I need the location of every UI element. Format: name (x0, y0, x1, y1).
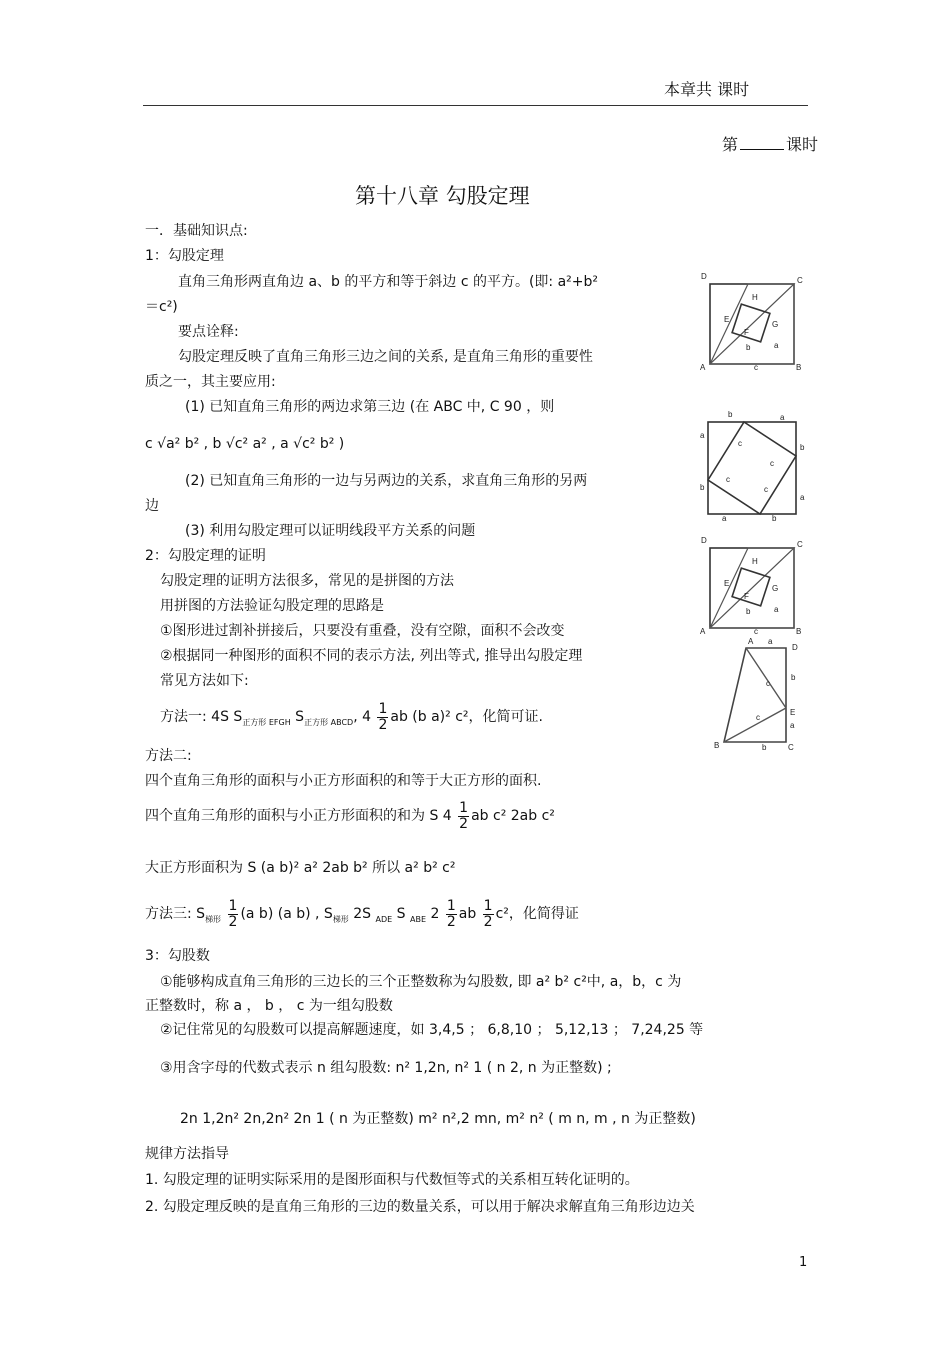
figure-2-outer-square (708, 422, 796, 514)
figure-3-label: F (744, 592, 749, 601)
lesson-line (722, 132, 818, 155)
figure-2-inner-square (708, 422, 796, 514)
guide-item-2: 2. 勾股定理反映的是直角三角形的三边的数量关系，可以用于解决求解直角三角形边边关 (145, 1199, 695, 1215)
method-3-mid3: S (392, 906, 410, 922)
figure-4-line-ae (746, 648, 786, 708)
proof-line-1: 勾股定理的证明方法很多，常见的是拼图的方法 (160, 573, 454, 589)
application-1: (1) 已知直角三角形的两边求第三边 (在 ABC 中, C 90 ，则 (185, 399, 555, 415)
fraction-half: $\frac{1}{2}$ (378, 700, 388, 733)
section-pythagorean-triples: 3：勾股数 (145, 948, 210, 964)
proof-line-4: ②根据同一种图形的面积不同的表示方法, 列出等式, 推导出勾股定理 (160, 648, 583, 664)
figure-1-square-diagram (698, 270, 806, 374)
figure-2-label: b (772, 514, 777, 523)
triples-line-4: 2n 1,2n² 2n,2n² 2n 1 ( n 为正整数) m² n²,2 mn, m² n² ( m n, m , n 为正整数) (180, 1111, 696, 1127)
figure-1-label: A (700, 363, 706, 372)
lesson-prefix: 第 (722, 135, 739, 154)
triples-line-1a: ①能够构成直角三角形的三边长的三个正整数称为勾股数, 即 a² b² c²中, a，b，c 为 (160, 974, 682, 990)
figure-4-label: E (790, 708, 796, 717)
figure-1-label: B (796, 363, 802, 372)
figure-3-label: b (746, 607, 751, 616)
para-relation-a: 勾股定理反映了直角三角形三边之间的关系, 是直角三角形的重要性 (178, 349, 593, 365)
figure-2-label: a (700, 431, 705, 440)
method-3 (145, 895, 579, 939)
figure-3-square-diagram (698, 534, 806, 638)
method-3-sub1: 梯形 (205, 914, 222, 924)
method-1 (160, 698, 543, 742)
figure-3-label: E (724, 579, 730, 588)
figure-4-label: b (762, 743, 767, 752)
application-1-formula: c √a² b² , b √c² a² , a √c² b² ) (145, 436, 345, 452)
lesson-blank (740, 135, 784, 150)
proof-line-5: 常见方法如下: (160, 673, 249, 689)
figure-2-label: b (800, 443, 805, 452)
figure-2-label: a (800, 493, 805, 502)
proof-line-3: ①图形进过割补拼接后，只要没有重叠，没有空隙，面积不会改变 (160, 623, 565, 639)
figure-4-label: C (788, 743, 794, 752)
figure-3-label: a (774, 605, 779, 614)
figure-2-label: c (770, 459, 774, 468)
method-2-area: 大正方形面积为 S (a b)² a² 2ab b² 所以 a² b² c² (145, 860, 456, 876)
figure-1-label: a (774, 341, 779, 350)
figure-3-label: A (700, 627, 706, 636)
triples-line-1b: 正整数时，称 a ， b ， c 为一组勾股数 (145, 998, 393, 1014)
fraction-half: $\frac{1}{2}$ (459, 799, 469, 832)
figure-3-label: D (701, 536, 707, 545)
method-3-sub3: ADE (375, 914, 393, 924)
figure-1-label: b (746, 343, 751, 352)
method-2-sum (145, 797, 555, 835)
method-3-sub2: 梯形 (332, 914, 349, 924)
figure-4-trapezoid-diagram (710, 634, 810, 754)
fraction-half: $\frac{1}{2}$ (483, 897, 493, 930)
method-3-tail: c²，化简得证 (495, 906, 579, 922)
page-number: 1 (799, 1255, 808, 1270)
figure-4-line-be (724, 708, 786, 742)
figure-3-label: C (797, 540, 803, 549)
method-2-label: 方法二: (145, 748, 192, 764)
figure-2-label: b (728, 410, 733, 419)
method-1-sub2: 正方形 ABCD (304, 717, 354, 727)
application-3: (3) 利用勾股定理可以证明线段平方关系的问题 (185, 523, 476, 539)
figure-1-label: E (724, 315, 730, 324)
method-2-sum-pre: 四个直角三角形的面积与小正方形面积的和为 S 4 (145, 808, 452, 824)
figure-3-label: G (772, 584, 779, 593)
figure-1-label: G (772, 320, 779, 329)
method-3-mid1: (a b) (a b) , S (240, 906, 333, 922)
para-notes: 要点诠释: (178, 324, 239, 340)
figure-1-label: F (744, 328, 749, 337)
figure-1-label: c (754, 363, 758, 372)
figure-1-inner-square (732, 304, 770, 342)
figure-4-label: A (748, 637, 754, 646)
method-2-sum-post: ab c² 2ab c² (471, 808, 555, 824)
para-relation-b: 质之一，其主要应用: (145, 374, 276, 390)
section-basics: 一．基础知识点: (145, 223, 248, 239)
method-2-statement: 四个直角三角形的面积与小正方形面积的和等于大正方形的面积. (145, 773, 542, 789)
figure-2-square-diagram (698, 408, 808, 524)
method-3-mid2: 2S (348, 906, 376, 922)
figure-4-label: a (768, 637, 773, 646)
method-3-sub4: ABE (410, 914, 427, 924)
header-rule (143, 105, 808, 106)
figure-1-label: H (752, 293, 758, 302)
fraction-half: $\frac{1}{2}$ (446, 897, 456, 930)
figure-3-label: B (796, 627, 802, 636)
figure-2-label: a (722, 514, 727, 523)
section-method-guide: 规律方法指导 (145, 1146, 229, 1162)
method-3-mid5: ab (458, 906, 477, 922)
figure-4-label: b (791, 673, 796, 682)
lesson-suffix: 课时 (786, 135, 819, 154)
figure-4-label: D (792, 643, 798, 652)
proof-line-2: 用拼图的方法验证勾股定理的思路是 (160, 598, 384, 614)
figure-1-label: D (701, 272, 707, 281)
method-1-tail: ab (b a)² c²，化简可证. (390, 709, 543, 725)
figure-4-label: c (756, 713, 760, 722)
triples-line-2: ②记住常见的勾股数可以提高解题速度，如 3,4,5 ； 6,8,10 ； 5,12,13 ； 7,24,25 等 (160, 1022, 704, 1038)
figure-2-label: c (764, 485, 768, 494)
figure-4-label: a (790, 721, 795, 730)
figure-2-label: c (738, 439, 742, 448)
triples-line-3: ③用含字母的代数式表示 n 组勾股数: n² 1,2n, n² 1 ( n 2, n 为正整数) ; (160, 1060, 612, 1076)
application-2b: 边 (145, 498, 159, 514)
figure-2-label: a (780, 413, 785, 422)
page-title: 第十八章 勾股定理 (355, 184, 530, 208)
figure-2-label: c (726, 475, 730, 484)
method-1-mid: S (290, 709, 305, 725)
method-1-pre: 方法一: 4S S (160, 709, 243, 725)
para-theorem-b: ＝c²) (145, 299, 178, 315)
guide-item-1: 1. 勾股定理的证明实际采用的是图形面积与代数恒等式的关系相互转化证明的。 (145, 1172, 639, 1188)
figure-3-label: H (752, 557, 758, 566)
method-1-post: , 4 (353, 709, 371, 725)
application-2a: (2) 已知直角三角形的一边与另两边的关系，求直角三角形的另两 (185, 473, 588, 489)
figure-3-label: c (754, 627, 758, 636)
method-3-mid4: 2 (426, 906, 440, 922)
fraction-half: $\frac{1}{2}$ (228, 897, 238, 930)
figure-4-label: c (766, 679, 770, 688)
chapter-hours: 本章共 课时 (664, 80, 750, 99)
figure-1-label: C (797, 276, 803, 285)
method-3-pre: 方法三: S (145, 906, 206, 922)
section-theorem: 1：勾股定理 (145, 248, 224, 264)
figure-4-label: B (714, 741, 720, 750)
method-1-sub1: 正方形 EFGH (242, 717, 291, 727)
section-proof: 2：勾股定理的证明 (145, 548, 266, 564)
figure-3-inner-square (732, 568, 770, 606)
figure-2-label: b (700, 483, 705, 492)
para-theorem-a: 直角三角形两直角边 a、b 的平方和等于斜边 c 的平方。(即: a²+b² (178, 274, 599, 290)
